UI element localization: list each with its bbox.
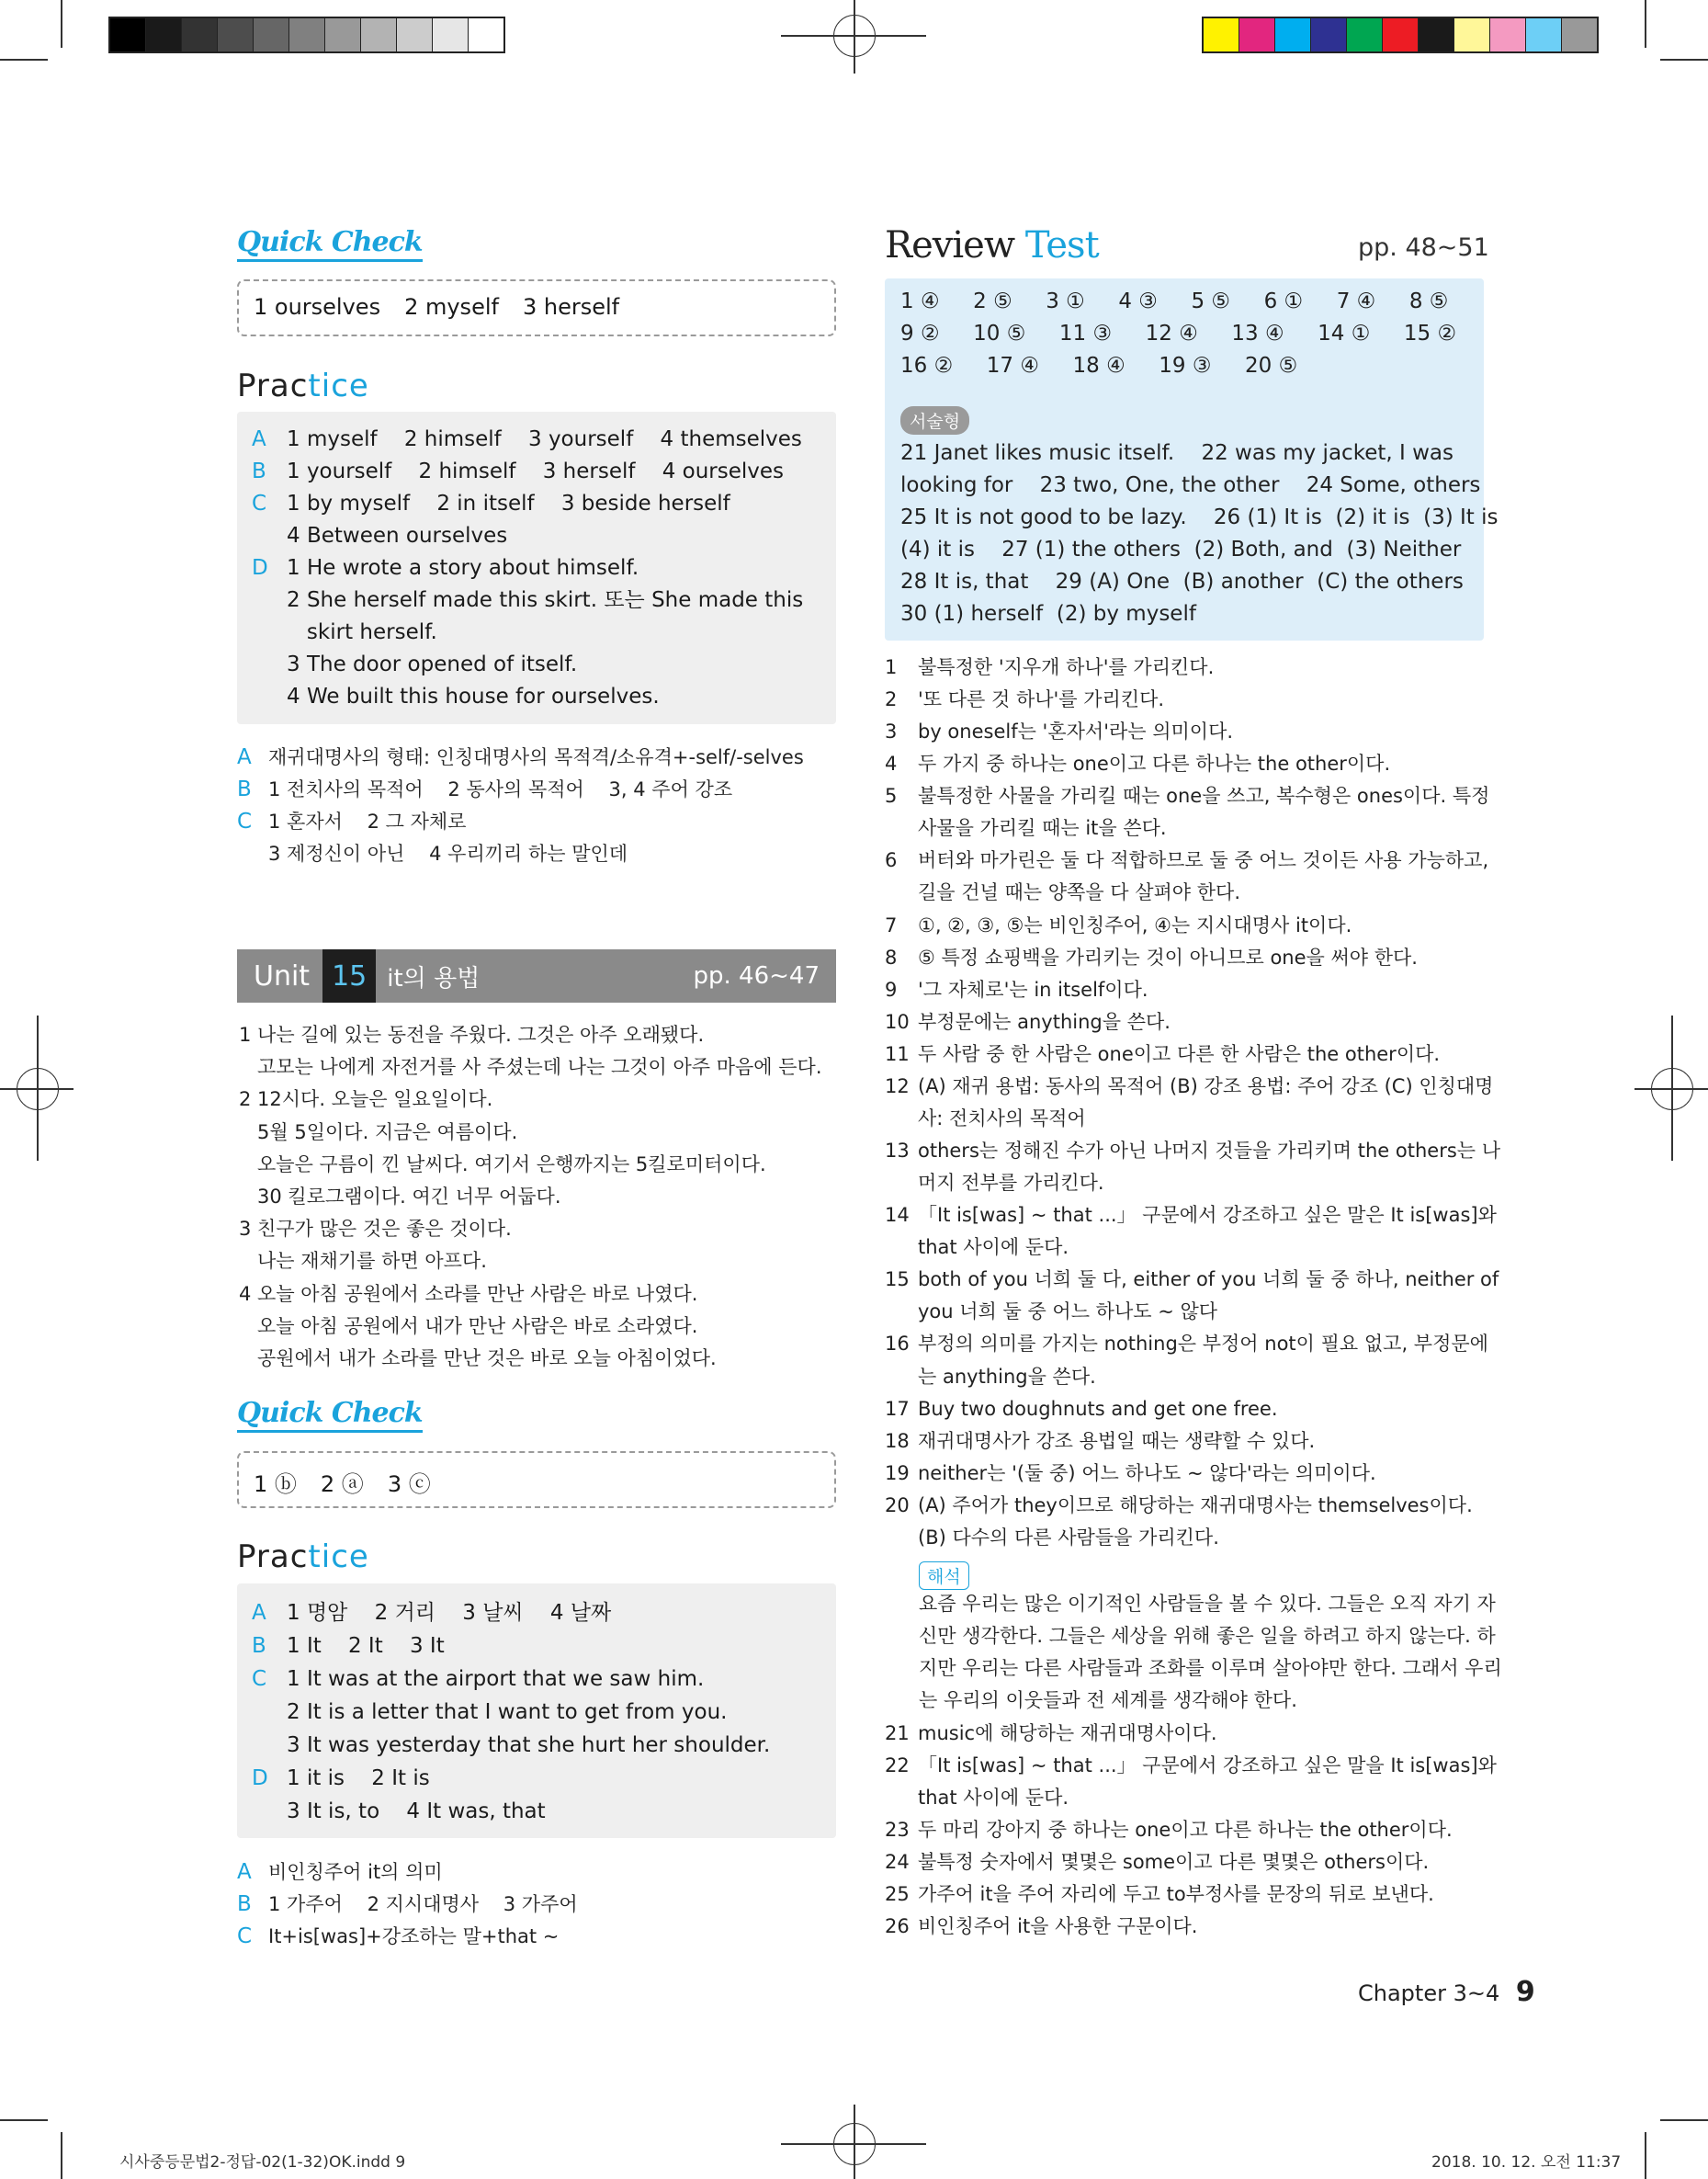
explanation-row <box>885 1071 1493 1103</box>
unit-title: it의 용법 <box>387 964 481 993</box>
answer-letter: A <box>252 427 266 451</box>
answer-letter: A <box>252 1601 266 1625</box>
answer-text: 3 제정신이 아닌 4 우리끼리 하는 말인데 <box>268 843 628 865</box>
answer-text: 1 by myself 2 in itself 3 beside herself <box>287 492 730 516</box>
explanation-text: that 사이에 둔다. <box>918 1236 1069 1259</box>
swatch <box>1347 18 1383 51</box>
explanation-text: 두 가지 중 하나는 one이고 다른 하나는 the other이다. <box>918 753 1391 776</box>
print-date-slug: 2018. 10. 12. 오전 11:37 <box>1431 2153 1622 2172</box>
quick-check-item: 3 ⓒ <box>387 1471 431 1497</box>
explanation-row <box>885 1135 1500 1167</box>
explanation-text: ⑤ 특정 쇼핑백을 가리키는 것이 아니므로 one을 써야 한다. <box>918 946 1418 969</box>
explanation-row <box>885 1231 1069 1264</box>
answer-text: It+is[was]+강조하는 말+that ~ <box>268 1925 560 1947</box>
answer-text: 1 전치사의 목적어 2 동사의 목적어 3, 4 주어 강조 <box>268 778 733 800</box>
explanation-number: 4 <box>885 753 898 776</box>
explanation-number: 1 <box>885 656 898 678</box>
explanation-text: (A) 주어가 they이므로 해당하는 재귀대명사는 themselves이다. <box>918 1493 1473 1516</box>
answer-row <box>252 1730 770 1761</box>
explanation-text: 사: 전치사의 목적어 <box>918 1107 1086 1129</box>
explanation-row <box>885 1264 1499 1296</box>
answer-text: 3 It was yesterday that she hurt her shoulder. <box>287 1733 771 1757</box>
explanation-number: 17 <box>885 1397 910 1420</box>
explanation-row <box>885 652 1214 684</box>
explanation-number: 18 <box>885 1429 910 1452</box>
answer-row <box>252 1697 727 1728</box>
explanation-row <box>885 1167 1104 1199</box>
answer-text: 2 It is a letter that I want to get from you. <box>287 1700 728 1724</box>
answer-letter: C <box>237 1924 253 1948</box>
answer-letter: A <box>237 745 252 769</box>
explanation-row <box>885 877 1240 909</box>
explanation-number: 14 <box>885 1204 910 1227</box>
explanation-row <box>885 1490 1473 1522</box>
answer-row <box>237 806 466 838</box>
grey-color-bar <box>108 17 505 53</box>
explanation-text: others는 정해진 수가 아닌 나머지 것들을 가리키며 the others는 나 <box>918 1140 1501 1163</box>
explanation-number: 2 <box>885 688 898 711</box>
swatch <box>433 18 469 51</box>
swatch <box>1562 18 1597 51</box>
explanation-number: 3 <box>885 721 898 743</box>
explanation-number: 11 <box>885 1042 910 1065</box>
answer-text: 3 It is, to 4 It was, that <box>287 1799 546 1823</box>
explanation-text: 두 사람 중 한 사람은 one이고 다른 한 사람은 the other이다. <box>918 1042 1441 1065</box>
explanation-row <box>885 974 1148 1006</box>
swatch <box>218 18 254 51</box>
answer-text: 1 It 2 It 3 It <box>287 1634 445 1658</box>
unit-line: 3 친구가 많은 것은 좋은 것이다. <box>239 1218 512 1241</box>
swatch <box>1490 18 1526 51</box>
explanation-number: 19 <box>885 1461 910 1484</box>
unit-line: 4 오늘 아침 공원에서 소라를 만난 사람은 바로 나였다. <box>239 1282 698 1305</box>
swatch <box>146 18 182 51</box>
swatch <box>325 18 361 51</box>
answer-row <box>252 1597 611 1629</box>
swatch <box>1454 18 1490 51</box>
answer-row <box>237 1856 443 1889</box>
quick-check-title-2: Quick Check <box>237 1397 423 1433</box>
answer-text: 재귀대명사의 형태: 인칭대명사의 목적격/소유격+-self/-selves <box>268 746 804 768</box>
unit-line: 나는 재채기를 하면 아프다. <box>239 1250 487 1273</box>
explanation-row <box>885 684 1164 716</box>
unit-pages: pp. 46~47 <box>693 962 820 990</box>
explanation-text: 불특정한 사물을 가리킬 때는 one을 쓰고, 복수형은 ones이다. 특정 <box>918 785 1490 808</box>
explanation-number: 9 <box>885 978 898 1001</box>
explanation-text: 사물을 가리킬 때는 it을 쓴다. <box>918 817 1167 840</box>
explanation-text: (B) 다수의 다른 사람들을 가리킨다. <box>918 1526 1219 1549</box>
quick-check-item: 2 myself <box>404 294 499 320</box>
answer-row <box>237 1889 578 1921</box>
quick-check-answers-1 <box>237 279 836 336</box>
explanation-row <box>885 1782 1069 1814</box>
answer-row <box>252 1630 445 1662</box>
essay-line: looking for 23 two, One, the other 24 Some, others <box>900 473 1481 497</box>
translation-line: 요즘 우리는 많은 이기적인 사람들을 볼 수 있다. 그들은 오직 자기 자 <box>919 1593 1496 1615</box>
answer-row <box>252 424 802 455</box>
answer-letter: D <box>252 1766 268 1790</box>
explanation-text: 두 마리 강아지 중 하나는 one이고 다른 하나는 the other이다. <box>918 1819 1453 1841</box>
quick-check-item: 1 ⓑ <box>254 1471 297 1497</box>
answer-text: 1 가주어 2 지시대명사 3 가주어 <box>268 1893 578 1915</box>
answer-letter: D <box>252 556 268 580</box>
answer-row <box>252 681 660 712</box>
translation-line: 지만 우리는 다른 사람들과 조화를 이루며 살아야만 한다. 그래서 우리 <box>919 1657 1502 1679</box>
explanation-text: 「It is[was] ~ that ...」 구문에서 강조하고 싶은 말은 It is[was]와 <box>918 1204 1497 1227</box>
answer-text: 비인칭주어 it의 의미 <box>268 1861 443 1883</box>
quick-check-item: 3 herself <box>522 294 620 320</box>
mc-line: 9 ② 10 ⑤ 11 ③ 12 ④ 13 ④ 14 ① 15 ② <box>900 322 1457 346</box>
explanation-number: 10 <box>885 1010 910 1033</box>
chapter-label: Chapter 3~4 9 <box>1358 1976 1535 2008</box>
answer-letter: C <box>237 810 253 834</box>
explanation-row <box>885 1814 1453 1846</box>
swatch <box>1383 18 1419 51</box>
answer-text: 1 He wrote a story about himself. <box>287 556 639 580</box>
explanation-number: 12 <box>885 1074 910 1097</box>
explanation-text: 비인칭주어 it을 사용한 구문이다. <box>918 1915 1198 1937</box>
answer-row <box>252 552 639 584</box>
answer-letter: A <box>237 1860 252 1884</box>
explanation-row <box>885 845 1488 877</box>
unit-label: Unit <box>254 959 311 993</box>
explanation-row <box>885 1038 1440 1071</box>
explanation-text: both of you 너희 둘 다, either of you 너희 둘 중 하나, neither of <box>918 1268 1499 1291</box>
explanation-text: 길을 건널 때는 양쪽을 다 살펴야 한다. <box>918 881 1241 904</box>
explanation-text: neither는 '(둘 중) 어느 하나도 ~ 않다'라는 의미이다. <box>918 1461 1376 1484</box>
swatch <box>254 18 289 51</box>
unit-line: 오늘 아침 공원에서 내가 만난 사람은 바로 소라였다. <box>239 1314 698 1337</box>
explanation-row <box>885 1458 1376 1490</box>
explanation-row <box>885 1718 1217 1750</box>
explanation-row <box>885 1199 1497 1231</box>
explanation-row <box>885 748 1390 780</box>
answer-row <box>252 1663 704 1695</box>
explanation-text: 「It is[was] ~ that ...」 구문에서 강조하고 싶은 말을 It is[was]와 <box>918 1754 1497 1776</box>
answer-text: 3 The door opened of itself. <box>287 653 578 676</box>
quick-check-title-1: Quick Check <box>237 226 423 262</box>
unit-line: 5월 5일이다. 지금은 여름이다. <box>239 1120 518 1143</box>
explanation-text: '그 자체로'는 in itself이다. <box>918 978 1148 1001</box>
unit-line: 오늘은 구름이 낀 날씨다. 여기서 은행까지는 5킬로미터이다. <box>239 1152 766 1175</box>
explanation-number: 21 <box>885 1722 910 1744</box>
answer-text: 4 We built this house for ourselves. <box>287 685 660 709</box>
explanation-number: 25 <box>885 1883 910 1905</box>
swatch <box>289 18 325 51</box>
answer-text: 1 yourself 2 himself 3 herself 4 ourselves <box>287 460 785 483</box>
answer-letter: C <box>252 1667 267 1691</box>
swatch <box>1275 18 1311 51</box>
swatch <box>469 18 503 51</box>
process-color-bar <box>1202 17 1599 53</box>
mc-line: 1 ④ 2 ⑤ 3 ① 4 ③ 5 ⑤ 6 ① 7 ④ 8 ⑤ <box>900 289 1449 313</box>
explanation-number: 7 <box>885 914 898 936</box>
swatch <box>397 18 433 51</box>
indd-file-slug: 시사중등문법2-정답-02(1-32)OK.indd 9 <box>119 2153 406 2172</box>
explanation-text: music에 해당하는 재귀대명사이다. <box>918 1722 1217 1744</box>
answer-text: 1 혼자서 2 그 자체로 <box>268 811 467 833</box>
answer-row <box>252 1796 546 1827</box>
essay-line: 21 Janet likes music itself. 22 was my jacket, I was <box>900 441 1453 465</box>
explanation-text: 버터와 마가린은 둘 다 적합하므로 둘 중 어느 것이든 사용 가능하고, <box>918 849 1489 872</box>
answer-row <box>237 742 804 774</box>
answer-text: 1 It was at the airport that we saw him. <box>287 1667 705 1691</box>
explanation-row <box>885 812 1167 845</box>
explanation-text: (A) 재귀 용법: 동사의 목적어 (B) 강조 용법: 주어 강조 (C) 인칭대명 <box>918 1074 1494 1097</box>
unit-line: 30 킬로그램이다. 여긴 너무 어둡다. <box>239 1186 561 1208</box>
explanation-row <box>885 1393 1278 1425</box>
explanation-number: 8 <box>885 946 898 969</box>
explanation-text: ①, ②, ③, ⑤는 비인칭주어, ④는 지시대명사 it이다. <box>918 914 1352 936</box>
essay-line: 25 It is not good to be lazy. 26 (1) It is (2) it is (3) It is <box>900 505 1499 529</box>
answer-text: 1 myself 2 himself 3 yourself 4 themselves <box>287 427 802 451</box>
translation-tag: 해석 <box>919 1561 969 1590</box>
explanation-text: 재귀대명사가 강조 용법일 때는 생략할 수 있다. <box>918 1429 1316 1452</box>
explanation-text: you 너희 둘 중 어느 하나도 ~ 않다 <box>918 1300 1218 1323</box>
answer-row <box>237 774 732 806</box>
explanation-row <box>885 1006 1171 1038</box>
answer-text: 1 명암 2 거리 3 날씨 4 날짜 <box>287 1601 612 1625</box>
explanation-row <box>885 1103 1086 1135</box>
explanation-text: 부정의 의미를 가지는 nothing은 부정어 not이 필요 없고, 부정문에 <box>918 1333 1488 1356</box>
explanation-number: 13 <box>885 1140 910 1163</box>
explanation-row <box>885 716 1233 748</box>
answer-text: 2 She herself made this skirt. 또는 She made this <box>287 588 804 612</box>
mc-line: 16 ② 17 ④ 18 ④ 19 ③ 20 ⑤ <box>900 354 1298 378</box>
practice-title-1: Practice <box>237 368 369 404</box>
explanation-row <box>885 1296 1217 1328</box>
essay-line: 30 (1) herself (2) by myself <box>900 602 1196 626</box>
explanation-row <box>885 1328 1488 1360</box>
explanation-row <box>885 780 1489 812</box>
explanation-number: 22 <box>885 1754 910 1776</box>
answer-row <box>252 584 803 616</box>
answer-letter: C <box>252 492 267 516</box>
explanation-number: 16 <box>885 1333 910 1356</box>
swatch <box>1311 18 1347 51</box>
unit-number: 15 <box>322 949 376 1003</box>
explanation-number: 5 <box>885 785 898 808</box>
explanation-row <box>885 1878 1434 1911</box>
answer-row <box>252 488 730 519</box>
essay-line: (4) it is 27 (1) the others (2) Both, and (3) Neither <box>900 538 1462 562</box>
answer-letter: B <box>252 460 266 483</box>
explanation-text: 부정문에는 anything을 쓴다. <box>918 1010 1171 1033</box>
essay-tag: 서술형 <box>900 406 969 435</box>
page-number: 9 <box>1515 1976 1535 2008</box>
explanation-text: by oneself는 '혼자서'라는 의미이다. <box>918 721 1234 743</box>
swatch <box>1204 18 1239 51</box>
quick-check-answers-2 <box>237 1451 836 1508</box>
answer-letter: B <box>237 1892 252 1916</box>
explanation-row <box>885 1846 1429 1878</box>
explanation-row <box>885 1750 1497 1782</box>
explanation-row <box>885 1361 1096 1393</box>
review-test-title: Review Test <box>885 224 1099 267</box>
answer-text: 1 it is 2 It is <box>287 1766 430 1790</box>
explanation-text: 는 anything을 쓴다. <box>918 1365 1096 1388</box>
answer-row <box>237 1921 559 1953</box>
explanation-number: 24 <box>885 1851 910 1873</box>
explanation-text: 머지 전부를 가리킨다. <box>918 1172 1104 1195</box>
explanation-text: 가주어 it을 주어 자리에 두고 to부정사를 문장의 뒤로 보낸다. <box>918 1883 1434 1905</box>
answer-row <box>252 649 577 680</box>
explanation-text: that 사이에 둔다. <box>918 1787 1069 1809</box>
swatch <box>361 18 397 51</box>
answer-row <box>252 1763 430 1794</box>
swatch <box>110 18 146 51</box>
swatch <box>1239 18 1275 51</box>
answer-row <box>252 520 507 551</box>
explanation-text: 불특정한 '지우개 하나'를 가리킨다. <box>918 656 1215 678</box>
explanation-text: 불특정 숫자에서 몇몇은 some이고 다른 몇몇은 others이다. <box>918 1851 1430 1873</box>
unit-line: 2 12시다. 오늘은 일요일이다. <box>239 1088 493 1111</box>
explanation-row <box>885 1425 1315 1458</box>
answer-letter: B <box>237 777 252 801</box>
swatch <box>1526 18 1562 51</box>
explanation-number: 6 <box>885 849 898 872</box>
answer-row <box>237 838 628 870</box>
explanation-row <box>885 1522 1219 1554</box>
answer-row <box>252 456 784 487</box>
explanation-number: 20 <box>885 1493 910 1516</box>
unit-header <box>237 949 836 1003</box>
swatch <box>1419 18 1454 51</box>
answer-letter: B <box>252 1634 266 1658</box>
unit-line: 고모는 나에게 자전거를 사 주셨는데 나는 그것이 아주 마음에 든다. <box>239 1056 822 1079</box>
explanation-number: 15 <box>885 1268 910 1291</box>
explanation-row <box>885 1911 1198 1943</box>
essay-line: 28 It is, that 29 (A) One (B) another (C) the others <box>900 570 1464 594</box>
swatch <box>182 18 218 51</box>
unit-line: 공원에서 내가 소라를 만난 것은 바로 오늘 아침이었다. <box>239 1347 717 1369</box>
explanation-text: '또 다른 것 하나'를 가리킨다. <box>918 688 1165 711</box>
quick-check-item: 1 ourselves <box>254 294 381 320</box>
explanation-number: 23 <box>885 1819 910 1841</box>
explanation-row <box>885 910 1352 942</box>
explanation-number: 26 <box>885 1915 910 1937</box>
answer-text: 4 Between ourselves <box>287 524 508 548</box>
answer-text: skirt herself. <box>287 620 437 644</box>
unit-line: 1 나는 길에 있는 동전을 주웠다. 그것은 아주 오래됐다. <box>239 1024 705 1046</box>
practice-title-2: Practice <box>237 1538 369 1575</box>
answer-row <box>252 617 437 648</box>
translation-line: 는 우리의 이웃들과 전 세계를 생각해야 한다. <box>919 1689 1297 1711</box>
explanation-text: Buy two doughnuts and get one free. <box>918 1397 1278 1420</box>
review-test-pages: pp. 48~51 <box>1358 233 1489 262</box>
translation-line: 신만 생각한다. 그들은 세상을 위해 좋은 일을 하려고 하지 않는다. 하 <box>919 1625 1496 1647</box>
quick-check-item: 2 ⓐ <box>320 1471 364 1497</box>
explanation-row <box>885 942 1418 974</box>
